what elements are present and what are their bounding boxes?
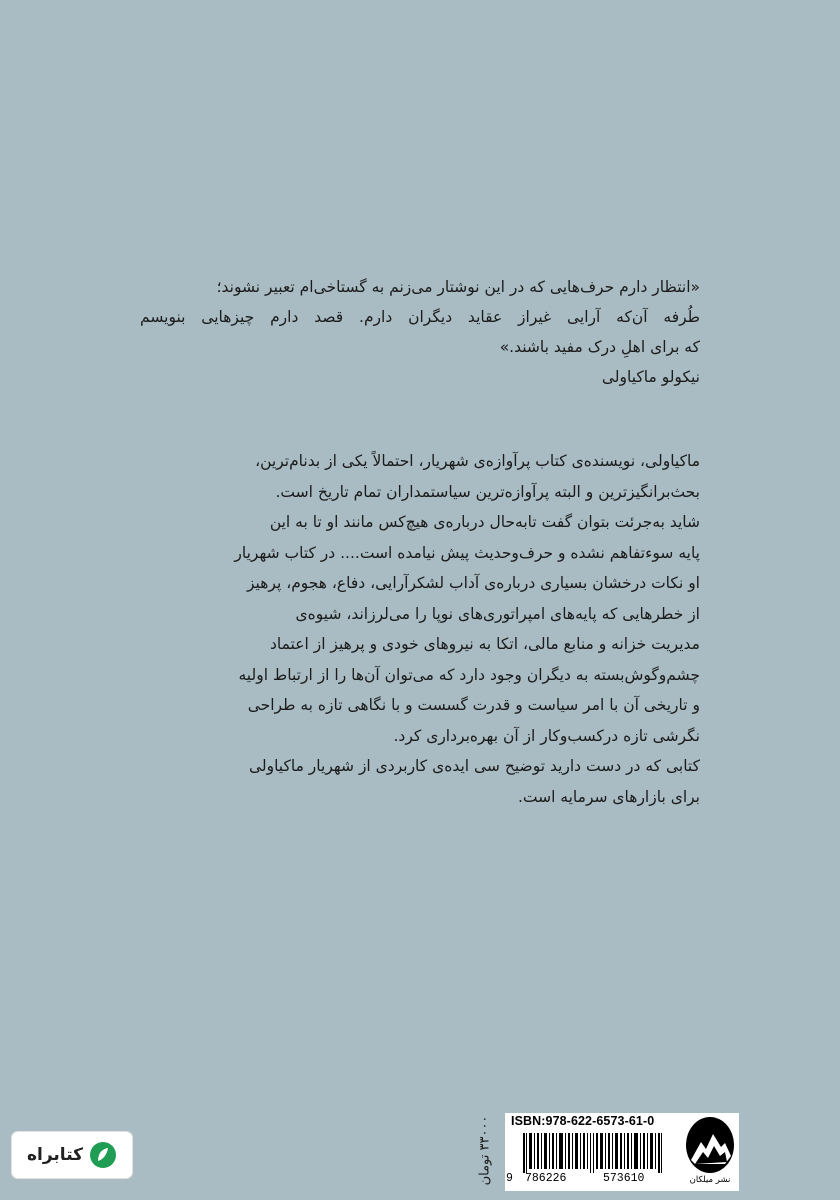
mountain-logo-icon xyxy=(685,1116,735,1174)
badge-label: کتابراه xyxy=(26,1145,84,1165)
blurb-line: او نکات درخشان بسیاری درباره‌ی آداب لشکرآرایی، دفاع، هجوم، پرهیز xyxy=(247,574,700,592)
isbn-barcode-box xyxy=(505,1113,681,1191)
blurb-line: مدیریت خزانه و منابع مالی، اتکا به نیروهای خودی و پرهیز از اعتماد xyxy=(269,635,700,653)
blurb-line: چشم‌وگوش‌بسته به دیگران وجود دارد که می‌توان آن‌ها را از ارتباط اولیه xyxy=(238,665,700,684)
back-cover-blurb xyxy=(140,446,700,812)
blurb-line: ماکیاولی، نویسنده‌ی کتاب پرآوازه‌ی شهریار، احتمالاً یکی از بدنام‌ترین، xyxy=(255,452,700,470)
ketabrah-badge[interactable] xyxy=(12,1132,132,1178)
blurb-line: نگرشی تازه درکسب‌وکار از آن بهره‌برداری کرد. xyxy=(393,726,700,745)
price-label xyxy=(465,1110,505,1190)
quote-line: طُرفه آن‌که آرایی غیراز عقاید دیگران دارم. قصد دارم چیزهایی بنویسم xyxy=(140,308,700,326)
quote-author: نیکولو ماکیاولی xyxy=(601,368,700,386)
blurb-line: از خطرهایی که پایه‌های امپراتوری‌های نوپا را می‌لرزاند، شیوه‌ی xyxy=(295,604,700,623)
blurb-line: و تاریخی آن با امر سیاست و قدرت گسست و با نگاهی تازه به طراحی xyxy=(247,696,700,714)
barcode-digits-right: 573610 xyxy=(603,1172,645,1185)
blurb-line: پایه سوءتفاهم نشده و حرف‌وحدیث پیش نیامده است.... در کتاب شهریار xyxy=(234,543,700,562)
isbn-label: ISBN:978-622-6573-61-0 xyxy=(511,1114,655,1128)
quote-line: که برای اهلِ درک مفید باشند.» xyxy=(499,338,700,356)
quote-line: «انتظار دارم حرف‌هایی که در این نوشتار می‌زنم به گستاخی‌ام تعبیر نشوند؛ xyxy=(216,278,700,296)
blurb-line: شاید به‌جرئت بتوان گفت تابه‌حال درباره‌ی هیچ‌کس مانند او تا به این xyxy=(269,513,700,531)
publisher-logo xyxy=(681,1113,739,1191)
blurb-line: کتابی که در دست دارید توضیح سی ایده‌ی کاربردی از شهریار ماکیاولی xyxy=(248,757,700,775)
publisher-name: نشر میلکان xyxy=(689,1175,731,1185)
barcode-digit-first: 9 xyxy=(506,1172,513,1185)
blurb-line: بحث‌برانگیزترین و البته پرآوازه‌ترین سیاستمداران تمام تاریخ است. xyxy=(275,482,700,501)
barcode-icon xyxy=(511,1133,675,1173)
blurb-line: برای بازارهای سرمایه است. xyxy=(517,787,700,806)
barcode-digits-left: 786226 xyxy=(525,1172,567,1185)
price-text: ۳۳۰۰۰ تومان xyxy=(477,1115,493,1185)
epigraph-quote xyxy=(140,272,700,392)
ketabrah-logo-icon xyxy=(89,1141,117,1169)
